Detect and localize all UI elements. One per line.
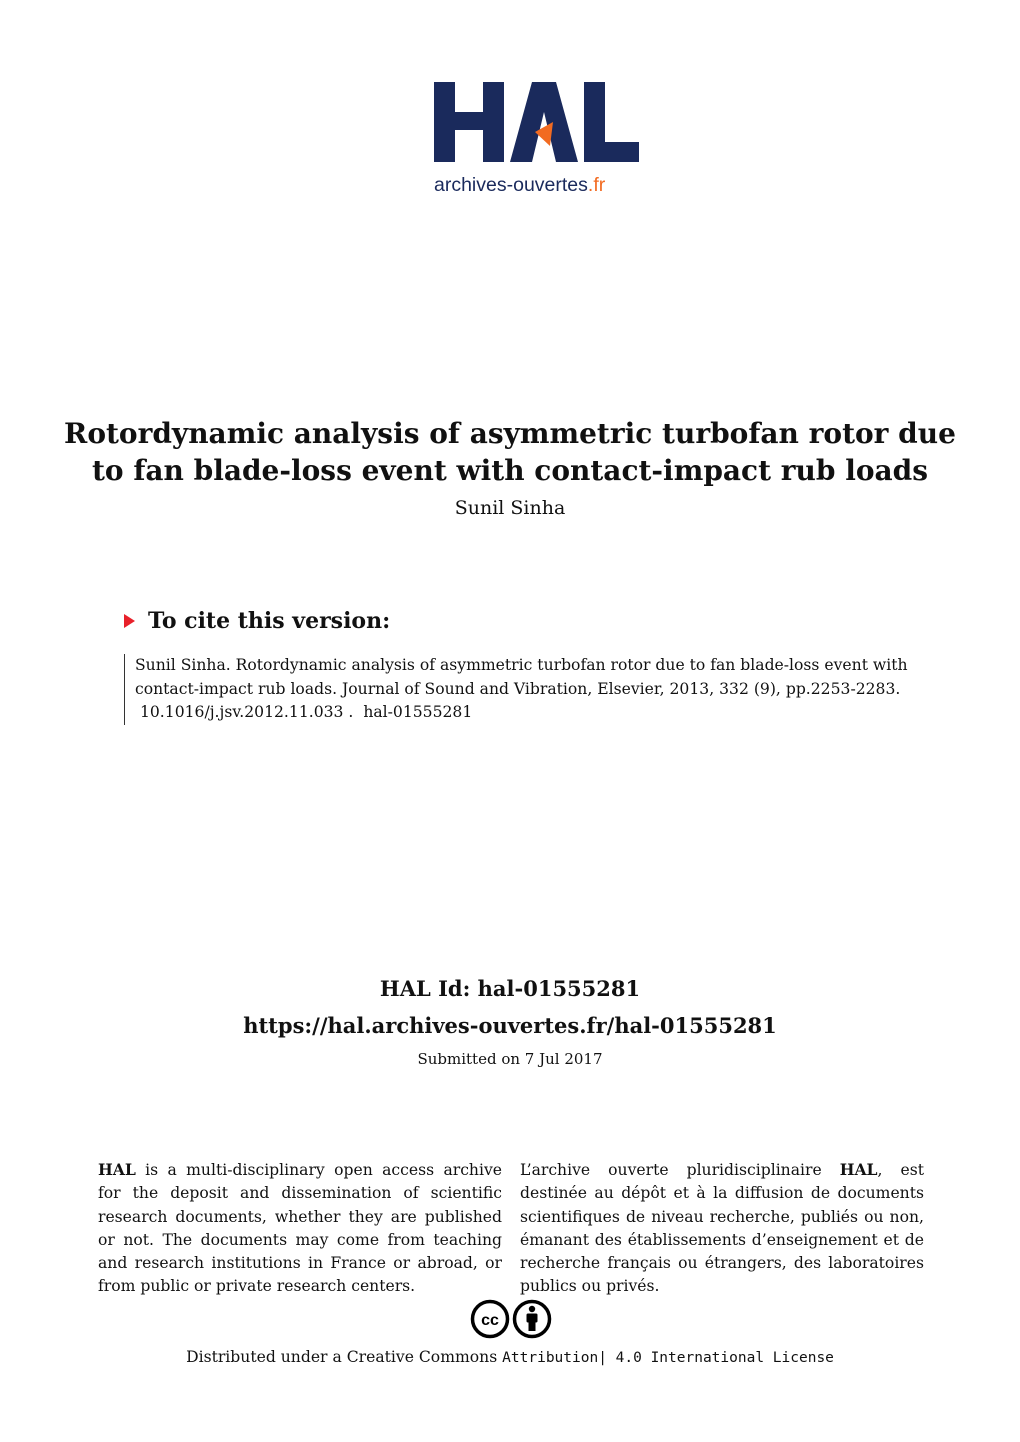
- description-french-prefix: L’archive ouverte pluridisciplinaire: [520, 1161, 840, 1179]
- doi-link[interactable]: 10.1016/j.jsv.2012.11.033: [139, 703, 344, 721]
- description-english: [98, 1158, 502, 1299]
- title-line-1: Rotordynamic analysis of asymmetric turbofan rotor due: [64, 417, 956, 450]
- citation-separator: .: [343, 703, 359, 721]
- hal-id-block: [60, 970, 960, 1044]
- hal-logo-subtitle: archives-ouvertes.fr: [434, 174, 606, 196]
- paper-author: Sunil Sinha: [454, 497, 566, 519]
- license-statement: [60, 1348, 960, 1366]
- hal-logo-graphic: [432, 80, 642, 200]
- citation-line-1: Sunil Sinha. Rotordynamic analysis of asymmetric turbofan rotor due to fan blade-loss event with: [135, 656, 908, 674]
- citation-line-2: contact-impact rub loads. Journal of Sound and Vibration, Elsevier, 2013, 332 (9), pp.2253-2283.: [135, 679, 901, 698]
- description-french: [520, 1158, 924, 1299]
- cite-heading: [124, 608, 390, 634]
- attribution-icon[interactable]: [512, 1299, 552, 1339]
- cite-heading-text: To cite this version:: [148, 608, 391, 634]
- hal-id: HAL Id: hal-01555281: [379, 976, 641, 1001]
- title-line-2: to fan blade-loss event with contact-impact rub loads: [91, 454, 929, 487]
- hal-bold-en: HAL: [98, 1160, 136, 1179]
- description-french-text: , est destinée au dépôt et à la diffusion de documents scientifiques de niveau recherche, publiés ou non, émanant des établissements d’enseignement et de recherche français ou étrangers, des laboratoires publics ou privés.: [520, 1161, 924, 1296]
- hal-url-link[interactable]: https://hal.archives-ouvertes.fr/hal-01555281: [243, 1013, 777, 1038]
- citation-block: [124, 654, 973, 725]
- red-triangle-icon: [124, 614, 135, 628]
- citation-line-3: [135, 701, 973, 725]
- description-english-text: is a multi-disciplinary open access archive for the deposit and dissemination of scientific research documents, whether they are published or not. The documents may come from teaching and research institutions in France or abroad, or from public or private research centers.: [98, 1161, 502, 1296]
- license-link[interactable]: Attribution| 4.0 International License: [502, 1350, 834, 1366]
- license-icons: [470, 1299, 552, 1339]
- hal-bold-fr: HAL: [839, 1160, 878, 1179]
- license-prefix: Distributed under a Creative Commons: [186, 1348, 503, 1366]
- creative-commons-icon[interactable]: [470, 1299, 510, 1339]
- hal-ref-link[interactable]: hal-01555281: [363, 703, 473, 721]
- cc-glyph: cc: [481, 1312, 499, 1329]
- submitted-date: Submitted on 7 Jul 2017: [417, 1050, 603, 1068]
- paper-title: [60, 415, 960, 489]
- hal-logo: [432, 80, 642, 200]
